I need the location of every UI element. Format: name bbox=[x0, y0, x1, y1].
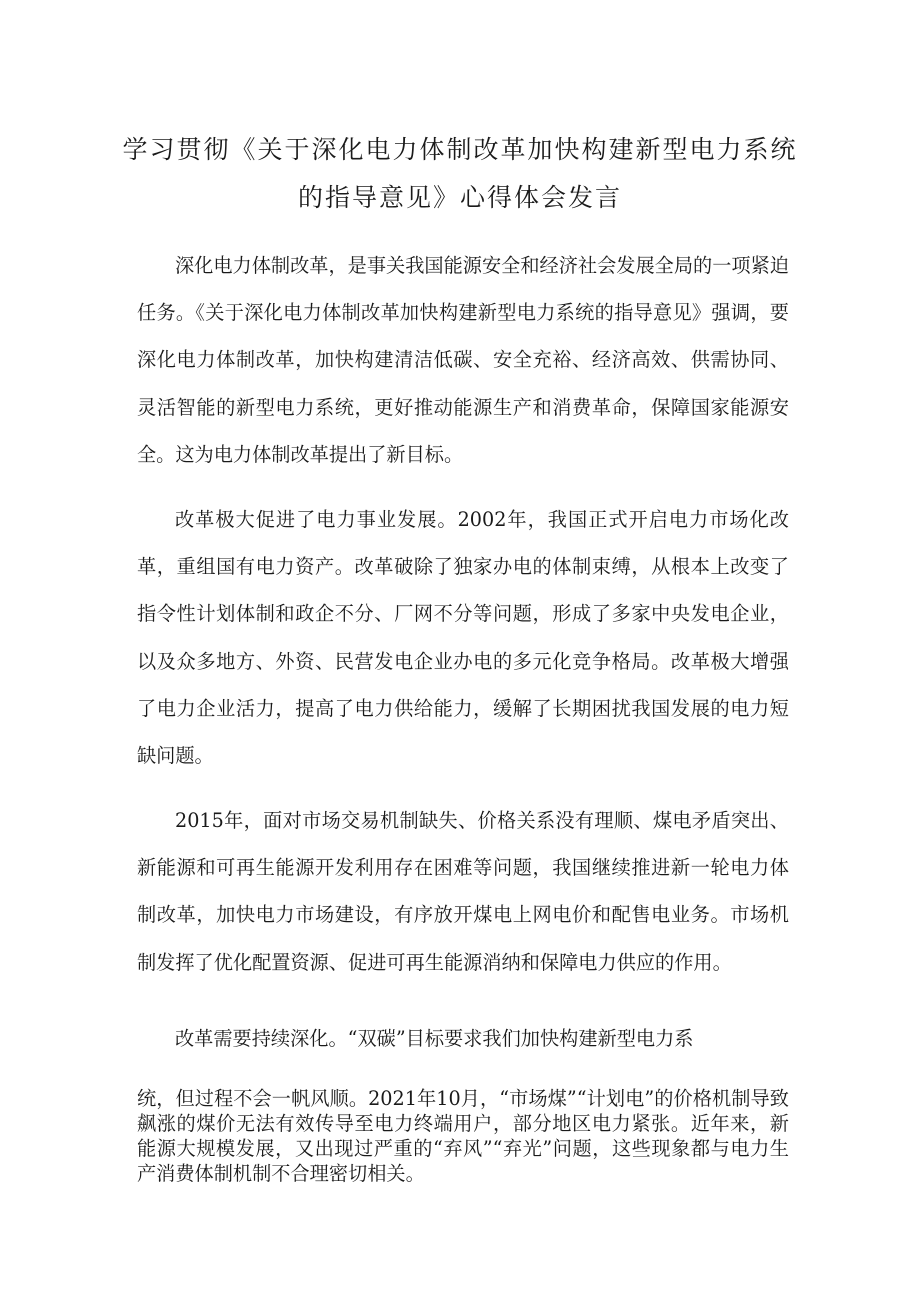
document-title-line-2: 的指导意见》心得体会发言 bbox=[297, 183, 622, 212]
paragraph-2: 改革极大促进了电力事业发展。2002年，我国正式开启电力市场化改革，重组国有电力资产。改革破除了独家办电的体制束缚，从根本上改变了指令性计划体制和政企不分、厂网不分等问题，形成了多家中央发电企业，以及众多地方、外资、民营发电企业办电的多元化竞争格局。改革极大增强了电力企业活力，提高了电力供给能力，缓解了长期困扰我国发展的电力短缺问题。 bbox=[137, 508, 789, 768]
paragraph-3: 2015年，面对市场交易机制缺失、价格关系没有理顺、煤电矛盾突出、新能源和可再生能源开发利用存在困难等问题，我国继续推进新一轮电力体制改革，加快电力市场建设，有序放开煤电上网电价和配售电业务。市场机制发挥了优化配置资源、促进可再生能源消纳和保障电力供应的作用。 bbox=[137, 809, 789, 974]
document-title-line-1: 学习贯彻《关于深化电力体制改革加快构建新型电力系统 bbox=[122, 135, 798, 164]
paragraph-5: 统，但过程不会一帆风顺。2021年10月，“市场煤”“计划电”的价格机制导致飙涨的煤价无法有效传导至电力终端用户，部分地区电力紧张。近年来，新能源大规模发展，又出现过严重的“弃风”“弃光”问题，这些现象都与电力生产消费体制机制不合理密切相关。 bbox=[137, 1087, 789, 1185]
paragraph-4: 改革需要持续深化。“双碳”目标要求我们加快构建新型电力系 bbox=[175, 1027, 694, 1050]
paragraph-1: 深化电力体制改革，是事关我国能源安全和经济社会发展全局的一项紧迫任务。《关于深化电力体制改革加快构建新型电力系统的指导意见》强调，要深化电力体制改革，加快构建清洁低碳、安全充裕、经济高效、供需协同、灵活智能的新型电力系统，更好推动能源生产和消费革命，保障国家能源安全。这为电力体制改革提出了新目标。 bbox=[137, 254, 789, 466]
